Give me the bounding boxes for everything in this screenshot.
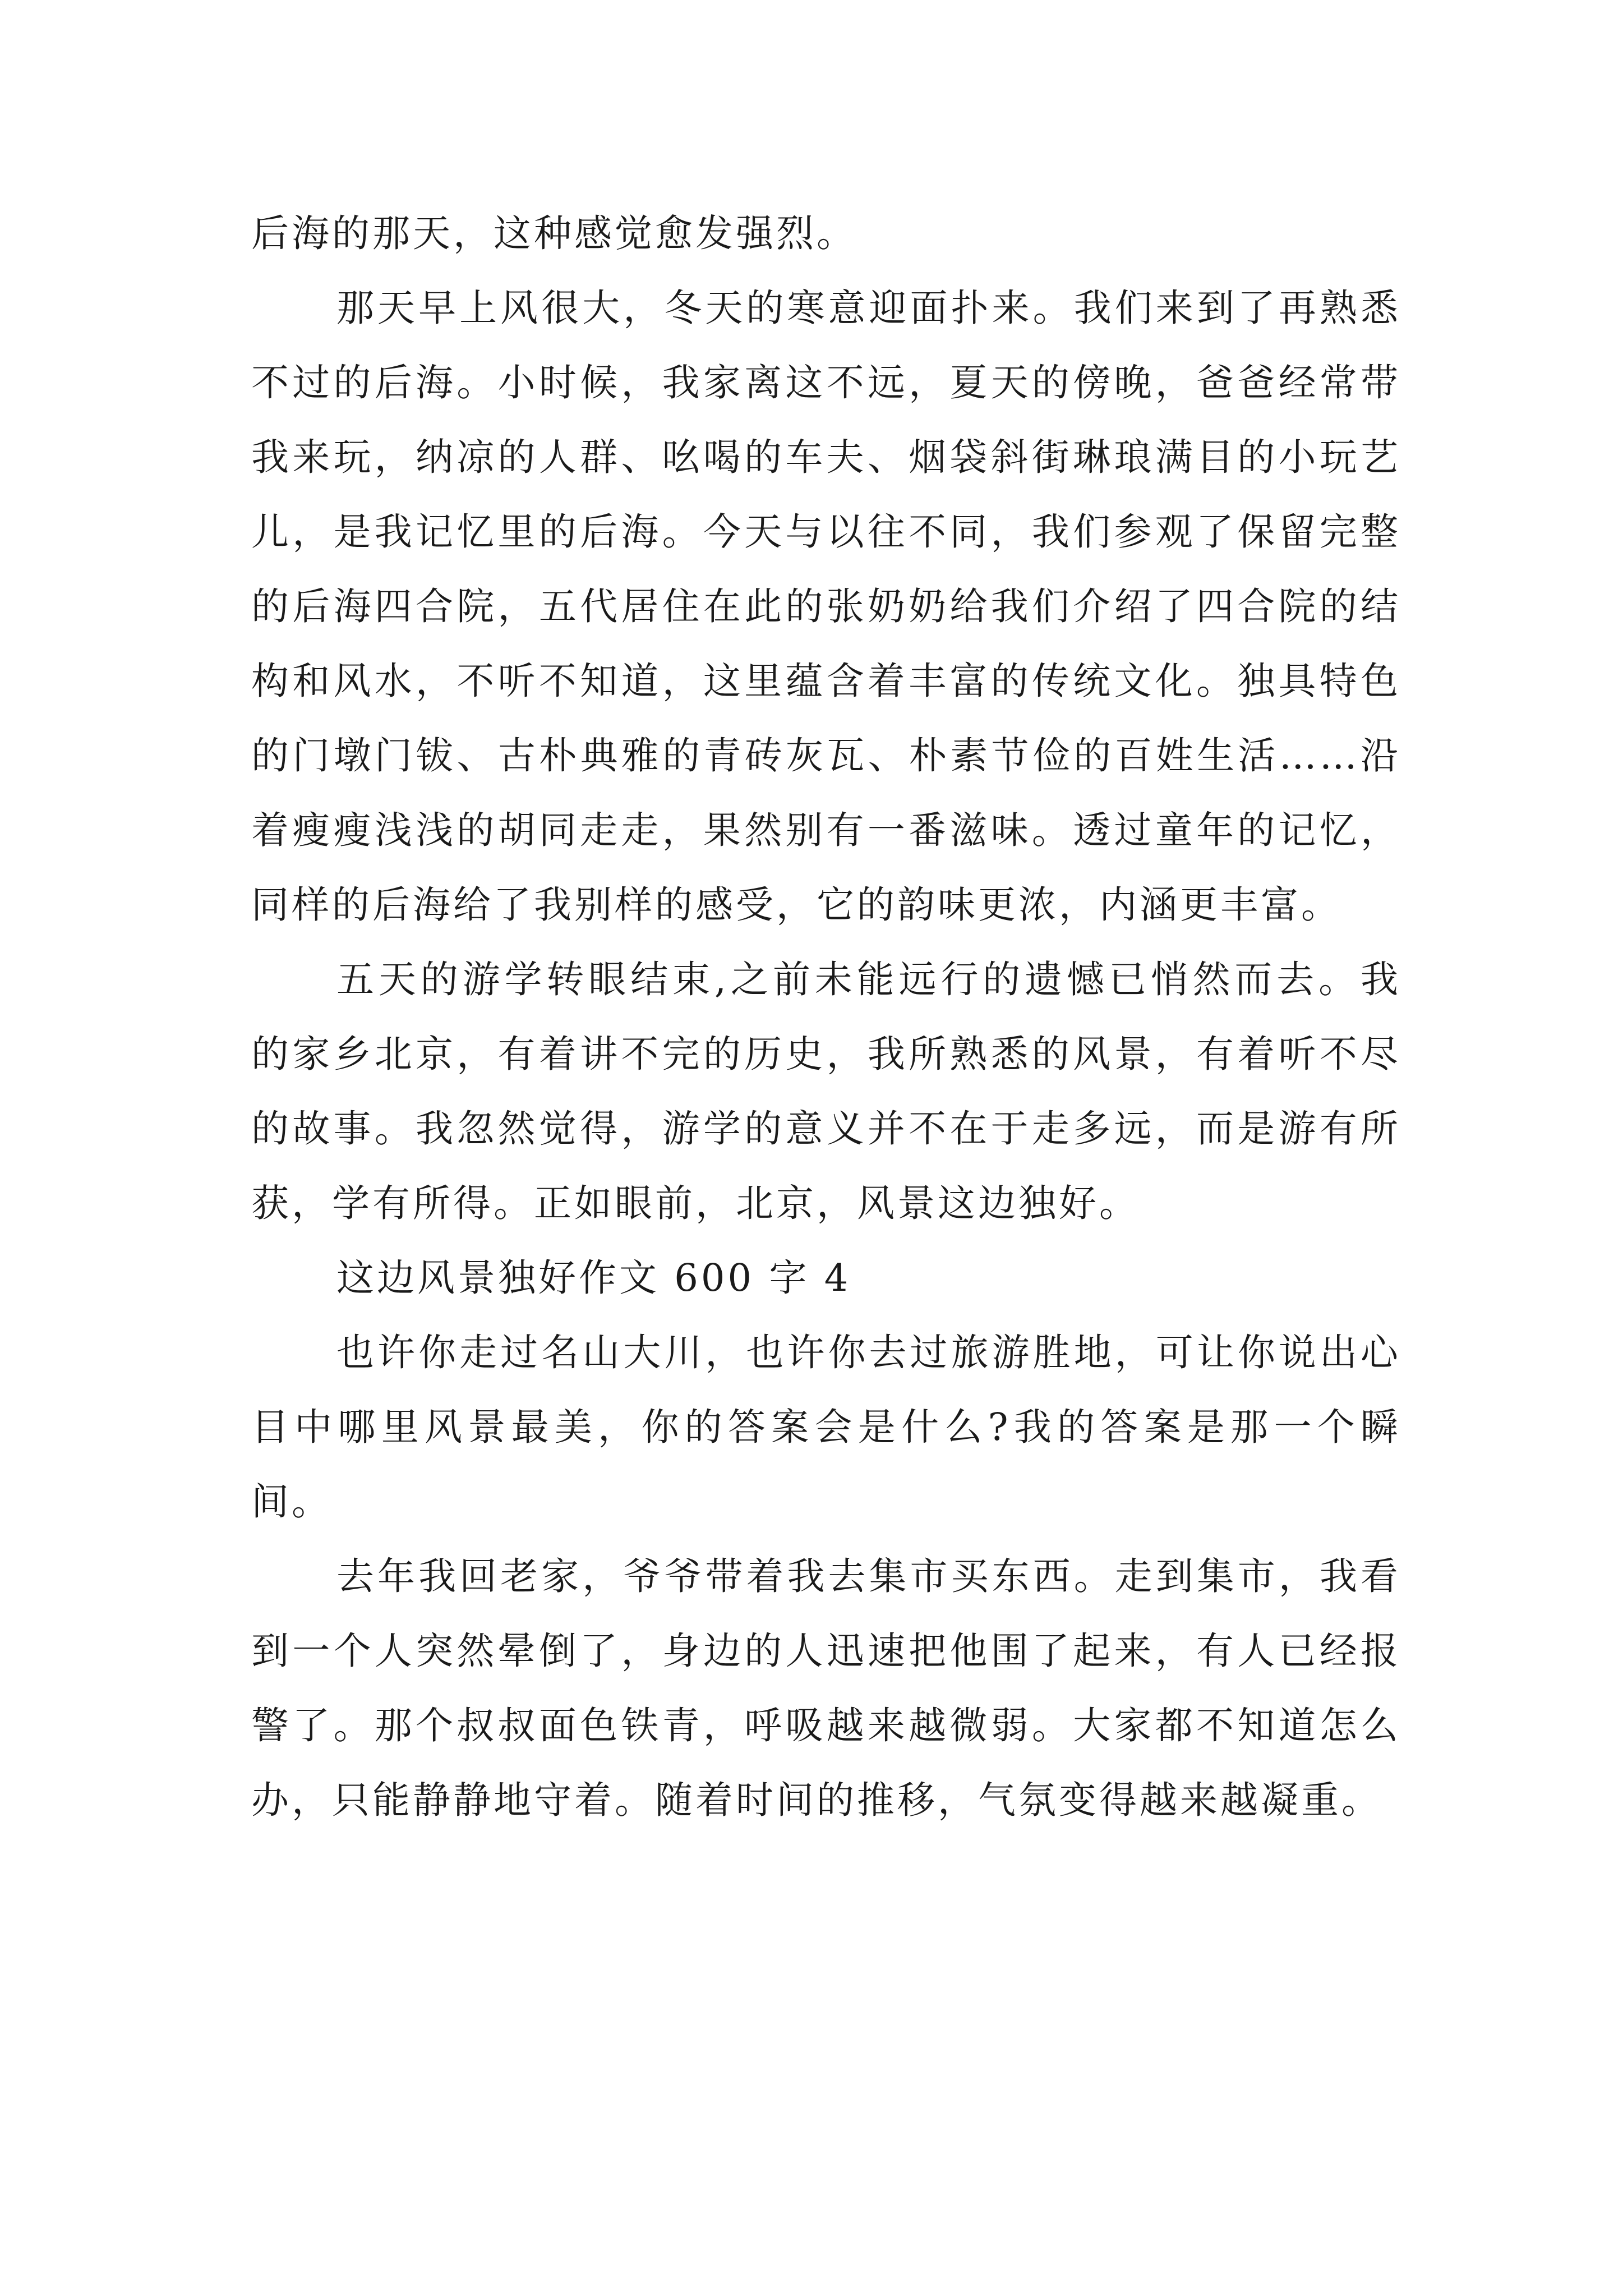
paragraph-continuation: 后海的那天，这种感觉愈发强烈。	[251, 211, 857, 255]
essay-title: 这边风景独好作文 600 字 4	[336, 1256, 851, 1300]
paragraph-market-incident: 去年我回老家，爷爷带着我去集市买东西。走到集市，我看到一个人突然晕倒了，身边的人迅速把他围了起来，有人已经报警了。那个叔叔面色铁青，呼吸越来越微弱。大家都不知道怎么办，只能静静地守着。随着时间的推移，气氛变得越来越凝重。	[251, 1554, 1401, 1822]
paragraph-study-tour-end: 五天的游学转眼结束,之前未能远行的遗憾已悄然而去。我的家乡北京，有着讲不完的历史，我所熟悉的风景，有着听不尽的故事。我忽然觉得，游学的意义并不在于走多远，而是游有所获，学有所得。正如眼前，北京，风景这边独好。	[251, 958, 1401, 1225]
document-body	[251, 196, 1401, 1838]
paragraph-most-beautiful-scenery: 也许你走过名山大川，也许你去过旅游胜地，可让你说出心目中哪里风景最美，你的答案会是什么?我的答案是那一个瞬间。	[251, 1331, 1401, 1524]
paragraph-houhai-visit: 那天早上风很大，冬天的寒意迎面扑来。我们来到了再熟悉不过的后海。小时候，我家离这不远，夏天的傍晚，爸爸经常带我来玩，纳凉的人群、吆喝的车夫、烟袋斜街琳琅满目的小玩艺儿，是我记忆里的后海。今天与以往不同，我们参观了保留完整的后海四合院，五代居住在此的张奶奶给我们介绍了四合院的结构和风水，不听不知道，这里蕴含着丰富的传统文化。独具特色的门墩门钹、古朴典雅的青砖灰瓦、朴素节俭的百姓生活……沿着瘦瘦浅浅的胡同走走，果然别有一番滋味。透过童年的记忆，同样的后海给了我别样的感受，它的韵味更浓，内涵更丰富。	[251, 286, 1401, 927]
